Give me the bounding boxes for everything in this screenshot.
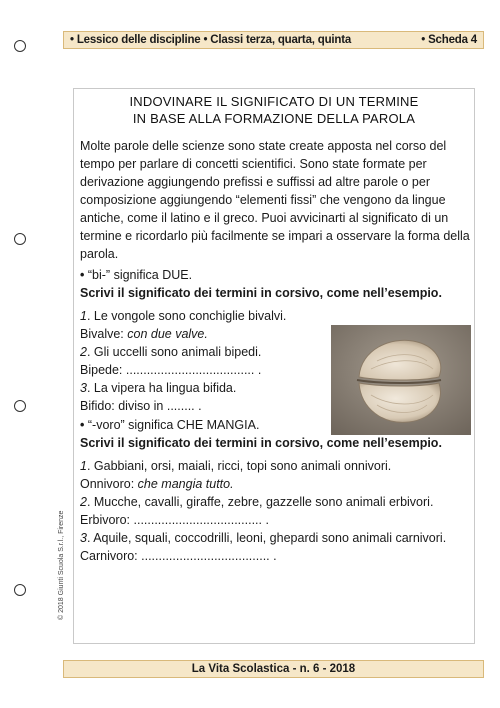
title-line-1: INDOVINARE IL SIGNIFICATO DI UN TERMINE (129, 94, 419, 109)
header-right-text: • Scheda 4 (421, 34, 477, 46)
footer-text: La Vita Scolastica - n. 6 - 2018 (191, 663, 356, 675)
section-1-instruction: Scrivi il significato dei termini in corsivo, come nell’esempio. (80, 286, 442, 300)
exercise-sentence: 2. Gli uccelli sono animali bipedi. (80, 345, 262, 359)
section-2-instruction: Scrivi il significato dei termini in corsivo, come nell’esempio. (80, 436, 442, 450)
header-left-text: • Lessico delle discipline • Classi terza, quarta, quinta (70, 34, 352, 46)
exercise-sentence: 2. Mucche, cavalli, giraffe, zebre, gazzelle sono animali erbivori. (80, 495, 434, 509)
section-2-exercises (80, 457, 472, 565)
exercise-answer[interactable]: Erbivoro: ..................................... . (80, 513, 269, 527)
binder-hole-4 (14, 584, 26, 596)
exercise-sentence: 1. Le vongole sono conchiglie bivalvi. (80, 309, 287, 323)
header-bar (63, 31, 484, 49)
section-1-heading-text: “bi-” significa DUE. (87, 268, 193, 282)
title-line-2: IN BASE ALLA FORMAZIONE DELLA PAROLA (132, 111, 416, 126)
exercise-sentence: 3. Aquile, squali, coccodrilli, leoni, ghepardi sono animali carnivori. (80, 531, 447, 545)
exercise-answer[interactable]: Carnivoro: ..................................... . (80, 549, 277, 563)
section-1-heading (80, 266, 472, 284)
section-2-bullet: • (80, 418, 85, 432)
exercise-answer[interactable]: Bipede: ..................................... . (80, 363, 262, 377)
exercise-answer: Bivalve: con due valve. (80, 327, 208, 341)
copyright-notice: © 2018 Giunti Scuola S.r.l., Firenze (58, 510, 65, 620)
clam-shell-illustration (331, 325, 471, 435)
exercise-sentence: 3. La vipera ha lingua bifida. (80, 381, 237, 395)
exercise-sentence: 1. Gabbiani, orsi, maiali, ricci, topi sono animali onnivori. (80, 459, 392, 473)
exercise-answer: Onnivoro: che mangia tutto. (80, 477, 234, 491)
binder-hole-1 (14, 40, 26, 52)
worksheet-title (73, 93, 475, 127)
exercise-answer[interactable]: Bifido: diviso in ........ . (80, 399, 202, 413)
clam-shell-photo (331, 325, 471, 435)
section-2-heading-text: “-voro” significa CHE MANGIA. (87, 418, 260, 432)
binder-hole-2 (14, 233, 26, 245)
binder-hole-3 (14, 400, 26, 412)
footer-bar (63, 660, 484, 678)
section-1-bullet: • (80, 268, 85, 282)
intro-paragraph: Molte parole delle scienze sono state create apposta nel corso del tempo per parlare di concetti scientifici. Sono state formate per derivazione aggiungendo prefissi e suffissi ad altre parole o per composizione aggiungendo “elementi fissi” che vengono da lingue antiche, come il latino e il greco. Puoi avvicinarti al significato di un termine e ricordarlo più facilmente se impari a osservare la forma della parola. (80, 139, 470, 261)
